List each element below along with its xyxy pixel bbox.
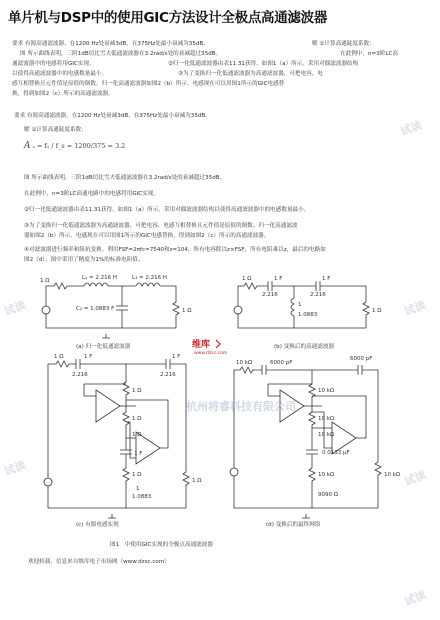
label-d-cg: 0.0133 μF [322, 450, 350, 456]
label-d-rb: 10 kΩ [318, 416, 335, 422]
label-c-ra: 1 Ω [132, 388, 142, 394]
caption-b: (b) 变换后的高通滤波器 [274, 344, 335, 350]
label-b-r1: 1 Ω [242, 276, 252, 282]
para1-line1b: 解 ①计算高通陡度系数： [312, 41, 375, 47]
para2-step4b: 图2（d），图中采用了精度为1%的标准电阻值。 [24, 257, 144, 263]
para2-requirement: 要求 有源高通滤波器，在1200 Hz处衰减3dB，在375Hz处最小衰减为35dB。 [14, 113, 211, 119]
logo-text: 维库 [192, 340, 211, 350]
circuit-figure [36, 272, 400, 530]
circuit-c [44, 359, 189, 518]
label-d-rd: 10 kΩ [318, 472, 335, 478]
side-mark: 试读 [398, 118, 424, 139]
label-b-l-num: 1 [298, 302, 302, 308]
page-title: 单片机与DSP中的使用GIC方法设计全极点高通滤波器 [8, 10, 328, 26]
para2-curve: 图 所示曲线表明，三阶1dB切比雪夫低通滤波器在3.2rad/s处的衰减超过35dB。 [24, 175, 226, 181]
para1-line6: 换，得到如图2（c）所示的高通滤波器。 [12, 91, 114, 97]
label-c-rc: 1 Ω [132, 432, 142, 438]
side-mark: 试读 [2, 458, 28, 479]
side-mark: 试读 [2, 298, 28, 319]
label-b-l-den: 1.0883 [298, 312, 318, 318]
para2-step2: ②归一化低通滤波器由表11.31获得，如图1（a）所示。采用对偶滤波器结构以使得高通滤波器中的电感数量最小。 [24, 207, 310, 213]
para1-line2b: 在此例中，n=3阶LC高 [340, 51, 398, 57]
footer-note: 欢迎转载，信息来自维库电子市场网（www.dzsc.com） [28, 559, 170, 565]
label-a-rl: 1 Ω [182, 308, 192, 314]
label-d-c3: 6000 pF [350, 356, 373, 362]
label-a-c2: C₂ = 1.0883 F [76, 306, 115, 312]
caption-c: (c) 有源电感实现 [76, 522, 119, 528]
label-c-c1: 1 F [84, 354, 93, 360]
label-d-rl: 10 kΩ [384, 472, 400, 478]
circuit-d [230, 365, 381, 518]
para1-line2: 图 所示曲线表明，三阶1dB切比雪夫低通滤波器在3.2rad/s处的衰减超过35dB。 [20, 51, 222, 57]
para1-line4: 以使得高通滤波器中的电感数量最小。 [12, 71, 108, 77]
dzsc-logo [190, 336, 246, 356]
label-c-re-num: 1 [136, 486, 140, 492]
label-b-c1: 1 F [274, 276, 283, 282]
label-c-rb: 1 Ω [132, 416, 142, 422]
para1-line1: 要求 有源高通滤波器，在1200 Hz处衰减3dB，在375Hz处最小衰减为35dB。 [12, 41, 209, 47]
figure-caption: 图1 中使用GIC实现的全极点高通滤波器 [110, 542, 213, 548]
para2-step4a: ④对滤波器进行频率和阻抗变换。利用FSF=2πfc=7540和z=104，所有电容除以z×FSF，所有电阻乘以z，最后的电路如 [24, 247, 326, 253]
caption-d: (d) 变换后的最终网络 [266, 522, 321, 528]
steepness-formula: A ₛ = f₁ / f_s = 1200/375 = 3.2 [24, 141, 126, 151]
label-c-rd: 1 Ω [132, 472, 142, 478]
label-c-re-den: 1.0883 [132, 494, 152, 500]
label-b-c3-val: 2.216 [310, 292, 326, 298]
para1-line3: 通滤波器中的电感将用GIC实现。 [12, 61, 95, 67]
label-b-c3: 1 F [322, 276, 331, 282]
logo-arrow-icon [216, 340, 220, 348]
side-mark: 试读 [402, 468, 428, 489]
para2-example: 在此例中，n=3阶LC高通电路中的电感将用GIC实现。 [24, 191, 159, 197]
para1-line3b: ②归一化低通滤波器由表11.31获得，如图1（a）所示。采用对偶滤波器结构 [168, 61, 359, 67]
label-b-rl: 1 Ω [372, 308, 382, 314]
para2-step3b: 器如图2（b）所示。电感现在可以用图1所示的GIC电感替换，得到如图2（c）所示的高通滤波器。 [24, 233, 270, 239]
label-a-l1: L₁ = 2.216 H [82, 275, 118, 281]
label-d-rc: 10 kΩ [318, 432, 335, 438]
label-d-r1: 10 kΩ [236, 360, 253, 366]
label-c-c1-val: 2.216 [72, 372, 88, 378]
circuit-b [234, 281, 369, 328]
label-c-r1: 1 Ω [54, 354, 64, 360]
side-mark: 试读 [402, 588, 428, 609]
para1-line5: 感互相替换且元件值是原值的倒数。归一化高通滤波器如图2（b）所示。电感现在可以用图1所示的GIC电感替 [12, 81, 285, 87]
label-c-cg: 1 F [134, 451, 143, 457]
label-c-c3: 1 F [172, 354, 181, 360]
label-d-ra: 10 kΩ [318, 388, 335, 394]
label-d-re: 9090 Ω [318, 492, 338, 498]
label-d-c1: 6000 pF [270, 360, 293, 366]
logo-url: www.dzsc.com [194, 351, 228, 356]
label-a-l3: L₃ = 2.216 H [132, 275, 168, 281]
caption-a: (a) 归一化低通滤波器 [76, 344, 131, 350]
figure-watermark: 杭州将睿科技有限公司 [186, 400, 296, 413]
para2-step1: 解 ①计算高通陡度系数： [24, 127, 87, 133]
para2-step3a: ③为了变换归一化低通滤波器为高通滤波器，可把电容、电感互相替换且元件值是原值的倒数。归一化高通滤波 [24, 223, 298, 229]
side-mark: 试读 [402, 298, 428, 319]
label-a-r1: 1 Ω [40, 278, 50, 284]
label-c-rl: 1 Ω [192, 478, 202, 484]
para1-line4b: ③为了变换归一化低通滤波器为高通滤波器，可把电容、电 [178, 71, 323, 77]
label-b-c1-val: 2.216 [262, 292, 278, 298]
label-c-c3-val: 2.216 [160, 372, 176, 378]
